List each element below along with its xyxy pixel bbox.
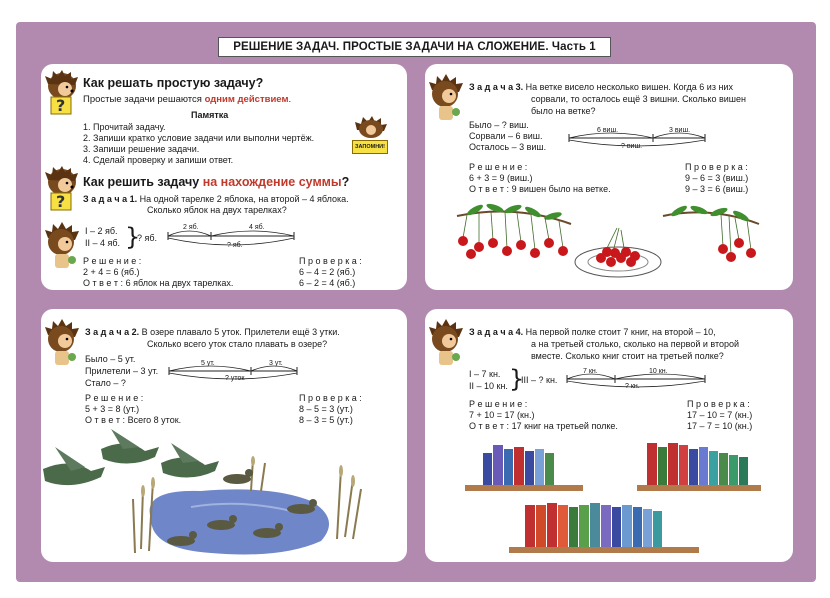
segment-label: 7 кн.: [583, 368, 598, 375]
task-4-text: [469, 327, 716, 338]
condition-line: I – 7 кн.: [469, 369, 501, 379]
condition-line: Было – ? виш.: [469, 120, 529, 130]
cherry-branch-illustration: [661, 206, 761, 268]
solution: 6 + 3 = 9 (виш.): [469, 173, 533, 183]
segment-label: ? виш.: [621, 143, 643, 150]
answer-text: 9 вишен было на ветке.: [511, 184, 611, 194]
svg-text:?: ?: [56, 96, 66, 115]
memo-item: 3. Запиши решение задачи.: [83, 144, 200, 154]
task-text: На одной тарелке 2 яблока, на второй – 4 яблока.: [139, 194, 349, 204]
segment-label: 2 яб.: [183, 224, 199, 231]
answer-text: Всего 8 уток.: [127, 415, 182, 425]
segment-label: 4 яб.: [249, 224, 265, 231]
svg-text:?: ?: [56, 192, 66, 211]
task-num: 2.: [131, 327, 140, 337]
condition-line: II – 4 яб.: [85, 238, 121, 248]
check-line: 6 – 2 = 4 (яб.): [299, 278, 356, 288]
answer-label: О т в е т :: [469, 421, 510, 431]
task-num: 3.: [515, 82, 524, 92]
answer: [469, 184, 611, 195]
answer: [83, 278, 233, 289]
condition-question: III – ? кн.: [521, 375, 558, 385]
intro-post: .: [288, 94, 292, 105]
memo-item: 1. Прочитай задачу.: [83, 122, 166, 132]
intro-accent: одним действием: [204, 94, 289, 105]
panel-task-3: [425, 64, 793, 290]
task-3-text-2: сорвали, то осталось ещё 3 вишни. Сколько вишен: [531, 94, 746, 104]
check-label: П р о в е р к а :: [685, 162, 748, 172]
answer-label: О т в е т :: [83, 278, 124, 288]
task-label: З а д а ч а: [83, 194, 128, 204]
condition-line: II – 10 кн.: [469, 381, 508, 391]
check-line: 6 – 4 = 2 (яб.): [299, 267, 356, 277]
task-text: На первой полке стоит 7 книг, на второй – 10,: [525, 327, 716, 337]
heading2-post: ?: [341, 175, 350, 189]
task-num: 1.: [129, 194, 138, 204]
heading2-accent: на нахождение суммы: [202, 175, 342, 189]
task-num: 4.: [515, 327, 524, 337]
remember-badge: ЗАПОМНИ!: [352, 140, 388, 154]
task-2-text: [85, 327, 340, 338]
task-4-text-2: а на третьей столько, сколько на первой и второй: [531, 339, 740, 349]
check-label: П р о в е р к а :: [687, 399, 750, 409]
hedgehog-icon: [45, 222, 79, 270]
task-4-text-3: вместе. Сколько книг стоит на третьей полке?: [531, 351, 724, 361]
task-1-text-2: Сколько яблок на двух тарелках?: [147, 205, 287, 215]
solution-label: Р е ш е н и е :: [469, 162, 528, 172]
check-line: 8 – 5 = 3 (ут.): [299, 404, 353, 414]
memo-item: 4. Сделай проверку и запиши ответ.: [83, 155, 234, 165]
answer: [85, 415, 181, 426]
condition-line: I – 2 яб.: [85, 226, 118, 236]
segment-label: ? яб.: [227, 242, 243, 249]
memo-title: Памятка: [191, 110, 229, 120]
task-text: В озере плавало 5 уток. Прилетели ещё 3 утки.: [141, 327, 340, 337]
heading-simple-task: Как решать простую задачу?: [83, 76, 264, 90]
solution: 2 + 4 = 6 (яб.): [83, 267, 140, 277]
cherry-branch-illustration: [455, 204, 573, 266]
lake-ducks-illustration: [41, 429, 407, 562]
segment-label: 3 ут.: [269, 360, 283, 367]
heading2-pre: Как решить задачу: [83, 175, 203, 189]
segment-label: 5 ут.: [201, 360, 215, 367]
check-line: 9 – 3 = 6 (виш.): [685, 184, 749, 194]
condition-line: Прилетели – 3 ут.: [85, 366, 159, 376]
hedgehog-icon: [45, 319, 79, 367]
solution-label: Р е ш е н и е :: [469, 399, 528, 409]
intro-pre: Простые задачи решаются: [83, 94, 205, 105]
condition-question: ? яб.: [137, 233, 158, 243]
panel-simple-task: [41, 64, 407, 290]
task-3-text: [469, 82, 733, 93]
task-1-text: [83, 194, 349, 205]
solution: 5 + 3 = 8 (ут.): [85, 404, 140, 414]
answer: [469, 421, 618, 432]
task-label: З а д а ч а: [469, 82, 514, 92]
hedgehog-question-icon: [45, 70, 79, 116]
check-label: П р о в е р к а :: [299, 393, 362, 403]
check-line: 17 – 7 = 10 (кн.): [687, 421, 753, 431]
solution: 7 + 10 = 17 (кн.): [469, 410, 535, 420]
check-line: 9 – 6 = 3 (виш.): [685, 173, 749, 183]
hedgehog-question-icon: [45, 166, 79, 212]
task-label: З а д а ч а: [85, 327, 130, 337]
memo-item: 2. Запиши кратко условие задачи или выполни чертёж.: [83, 133, 315, 143]
plate-cherries-illustration: [573, 222, 663, 280]
condition-line: Стало – ?: [85, 378, 126, 388]
brace-icon: }: [509, 365, 525, 393]
segment-label: 10 кн.: [649, 368, 668, 375]
condition-line: Сорвали – 6 виш.: [469, 131, 543, 141]
panel-task-4: [425, 309, 793, 562]
panel-task-2: [41, 309, 407, 562]
answer-text: 6 яблок на двух тарелках.: [125, 278, 234, 288]
hedgehog-icon: [429, 74, 463, 122]
task-3-text-3: было на ветке?: [531, 106, 596, 116]
brace-icon: }: [125, 223, 141, 251]
segment-label: ? кн.: [625, 383, 640, 390]
segment-label: ? уток: [225, 375, 245, 382]
segment-label: 3 виш.: [669, 127, 691, 134]
check-line: 17 – 10 = 7 (кн.): [687, 410, 753, 420]
answer-label: О т в е т :: [85, 415, 126, 425]
solution-label: Р е ш е н и е :: [83, 256, 142, 266]
page-title: РЕШЕНИЕ ЗАДАЧ. ПРОСТЫЕ ЗАДАЧИ НА СЛОЖЕНИЕ. Часть 1: [218, 37, 611, 57]
check-label: П р о в е р к а :: [299, 256, 362, 266]
condition-line: Осталось – 3 виш.: [469, 142, 547, 152]
task-text: На ветке висело несколько вишен. Когда 6 из них: [525, 82, 733, 92]
bookshelves-illustration: [425, 435, 793, 562]
hedgehog-icon: [429, 319, 463, 367]
task-label: З а д а ч а: [469, 327, 514, 337]
intro-text: [83, 94, 291, 106]
segment-label: 6 виш.: [597, 127, 619, 134]
condition-line: Было – 5 ут.: [85, 354, 136, 364]
solution-label: Р е ш е н и е :: [85, 393, 144, 403]
heading-sum-task: [83, 175, 349, 189]
check-line: 8 – 3 = 5 (ут.): [299, 415, 353, 425]
task-2-text-2: Сколько всего уток стало плавать в озере?: [147, 339, 328, 349]
answer-text: 17 книг на третьей полке.: [511, 421, 618, 431]
answer-label: О т в е т :: [469, 184, 510, 194]
